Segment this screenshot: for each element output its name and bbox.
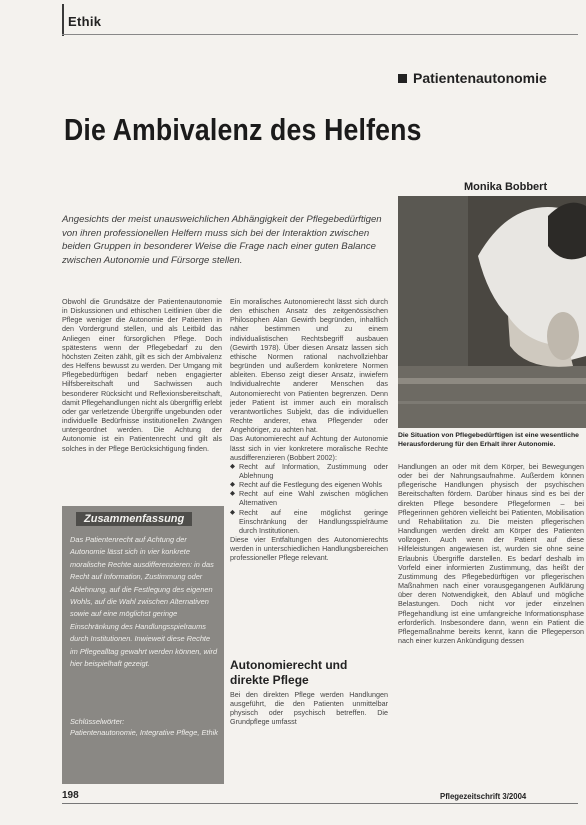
- body-paragraph: Das Autonomierecht auf Achtung der Autonomie lässt sich in vier konkretere moralische Rechte ausdifferenzieren (Bobbert 2002):: [230, 434, 388, 462]
- list-item: ◆ Recht auf eine möglichst geringe Einschränkung der Handlungsspielräume durch Institutionen.: [230, 508, 388, 535]
- rubric: [398, 70, 547, 86]
- summary-body: Das Patientenrecht auf Achtung der Autonomie lässt sich in vier konkrete moralische Rechte ausdifferenzieren: in das Recht auf Information, Zustimmung oder Ablehnung, auf die Festlegung des eigenen Wohls, auf die Wahl zwischen Alternativen sowie auf eine möglichst geringe Einschränkung des Handlungsspielraums durch Institutionen. Inwieweit diese Rechte im Pflegealltag gewahrt werden können, wird hier beispielhaft gezeigt.: [70, 535, 218, 669]
- list-item: ◆ Recht auf eine Wahl zwischen möglichen Alternativen: [230, 489, 388, 507]
- rubric-text: Patientenautonomie: [413, 70, 547, 86]
- article-author: Monika Bobbert: [464, 181, 548, 193]
- article-title: Die Ambivalenz des Helfens: [64, 112, 422, 147]
- summary-keywords: [70, 716, 218, 738]
- body-paragraph: Obwohl die Grundsätze der Patientenautonomie in Diskussionen und ethischen Leitlinien über die Pflege weniger die Autonomie der Patienten in den Vordergrund stellen, und als Leitbild das Anliegen einer fürsorglichen Pflege. Doch spätestens wenn der Pflegebedarf zu den höchsten Zeiten zählt, gilt es sich der Ambivalenz des Helfens bewusst zu werden. Der Umgang mit Pflegebedürftigen bedarf neben engagierter Hilfsbereitschaft und Sachwissen auch besonderer Rücksicht und Reflexionsbereitschaft, damit Pflegehandlungen nicht als übergriffig erlebt oder gar verletzende Übergriffe ungebunden oder individuelle Bedürfnisse institutionellen Zwängen untergeordnet werden. Die Achtung der Autonomie ist ein Patientenrecht und gilt als solches in der Pflege Berücksichtigung finden.: [62, 297, 222, 453]
- body-column-1: [62, 297, 222, 453]
- square-bullet-icon: [398, 74, 407, 83]
- photo-caption: Die Situation von Pflegebedürftigen ist eine wesentliche Herausforderung für den Erhalt ihrer Autonomie.: [398, 432, 579, 448]
- body-paragraph: Handlungen an oder mit dem Körper, bei Bewegungen oder bei der Nahrungsaufnahme. Außerdem können pflegerische Handlungen physisch der psychischen Bereitschaften fördern. Darüber hinaus sind es bei der direkten Pflege besondere Pflegeformen – bei Pflegerinnen gehören vielleicht bei Patienten, Mobilisation und Rehabilitation zu. Die meisten pflegerischen Handlungen werden direkt am Körper des Patienten vollzogen. Auch wenn der Patient auf diese Hilfeleistungen angewiesen ist, wurden sie ohne seine Erlaubnis Übergriffe darstellen. Es bedarf deshalb im Vorfeld einer informierten Zustimmung, das heißt der Zustimmung des Pflegebedürftigen vor pflegerischen Maßnahmen nach einer vorausgegangenen Aufklärung über deren Notwendigkeit, den Ablauf und mögliche Belastungen. Doch nicht vor jeder einzelnen Pflegehandlung ist eine umfangreiche Informationsphase erforderlich. Insbesondere dann, wenn ein Patient die Pflegemaßnahme bereits kennt, kann die Pflegeperson nach einer kurzen Ankündigung dessen: [398, 462, 584, 645]
- summary-heading: Zusammenfassung: [76, 512, 192, 526]
- article-lead: Angesichts der meist unausweichlichen Abhängigkeit der Pflegebedürftigen von ihren professionellen Helfern muss sich bei der Interaktion zwischen beiden Gruppen in besonderer Weise die Frage nach einer guten Balance zwischen Autonomie und Fürsorge stellen.: [62, 214, 382, 266]
- section-label: Ethik: [68, 14, 102, 29]
- photo-caregiver-image: [398, 196, 586, 428]
- journal-reference: Pflegezeitschrift 3/2004: [440, 792, 527, 801]
- keywords-list: Patientenautonomie, Integrative Pflege, Ethik: [70, 728, 218, 738]
- footer-divider: [62, 803, 578, 804]
- list-item: ◆ Recht auf die Festlegung des eigenen Wohls: [230, 480, 388, 489]
- rights-list: [230, 462, 388, 535]
- page-number: 198: [62, 790, 79, 801]
- summary-box: [62, 506, 224, 784]
- list-item: ◆ Recht auf Information, Zustimmung oder Ablehnung: [230, 462, 388, 480]
- header-rule: [62, 4, 64, 36]
- section-subheading: Autonomierecht und direkte Pflege: [230, 658, 348, 687]
- article-photo: [398, 196, 586, 428]
- body-paragraph: Diese vier Entfaltungen des Autonomierechts werden in unterschiedlichen Handlungsbereichen professioneller Pflege relevant.: [230, 535, 388, 563]
- body-paragraph: Ein moralisches Autonomierecht lässt sich durch den ethischen Ansatz des zeitgenössischen Philosophen Alan Gewirth begründen, inhaltlich näher bestimmen und zu einem individualistischen Rechtsbegriff ausbauen (Gewirth 1978). Über diesen Ansatz lassen sich ethische Normen rational nachvollziehbar begründen und außerdem konkretere Normen ableiten. Ebenso zeigt dieser Ansatz, inwiefern Individualrechte anderer Menschen das Autonomierecht von Patienten begrenzen. Denn jeder Patient ist immer auch ein moralisch verantwortliches Subjekt, das die individuellen Rechte anderer, etwa Pflegender oder Angehöriger, zu achten hat.: [230, 297, 388, 435]
- body-paragraph: Bei den direkten Pflege werden Handlungen ausgeführt, die den Patienten unmittelbar physisch oder psychisch betreffen. Die Grundpflege umfasst: [230, 690, 388, 727]
- keywords-label: Schlüsselwörter:: [70, 717, 125, 726]
- body-column-2-continued: [230, 690, 388, 727]
- header-divider: [62, 34, 578, 35]
- body-column-3: [398, 462, 584, 645]
- body-column-2: [230, 297, 388, 563]
